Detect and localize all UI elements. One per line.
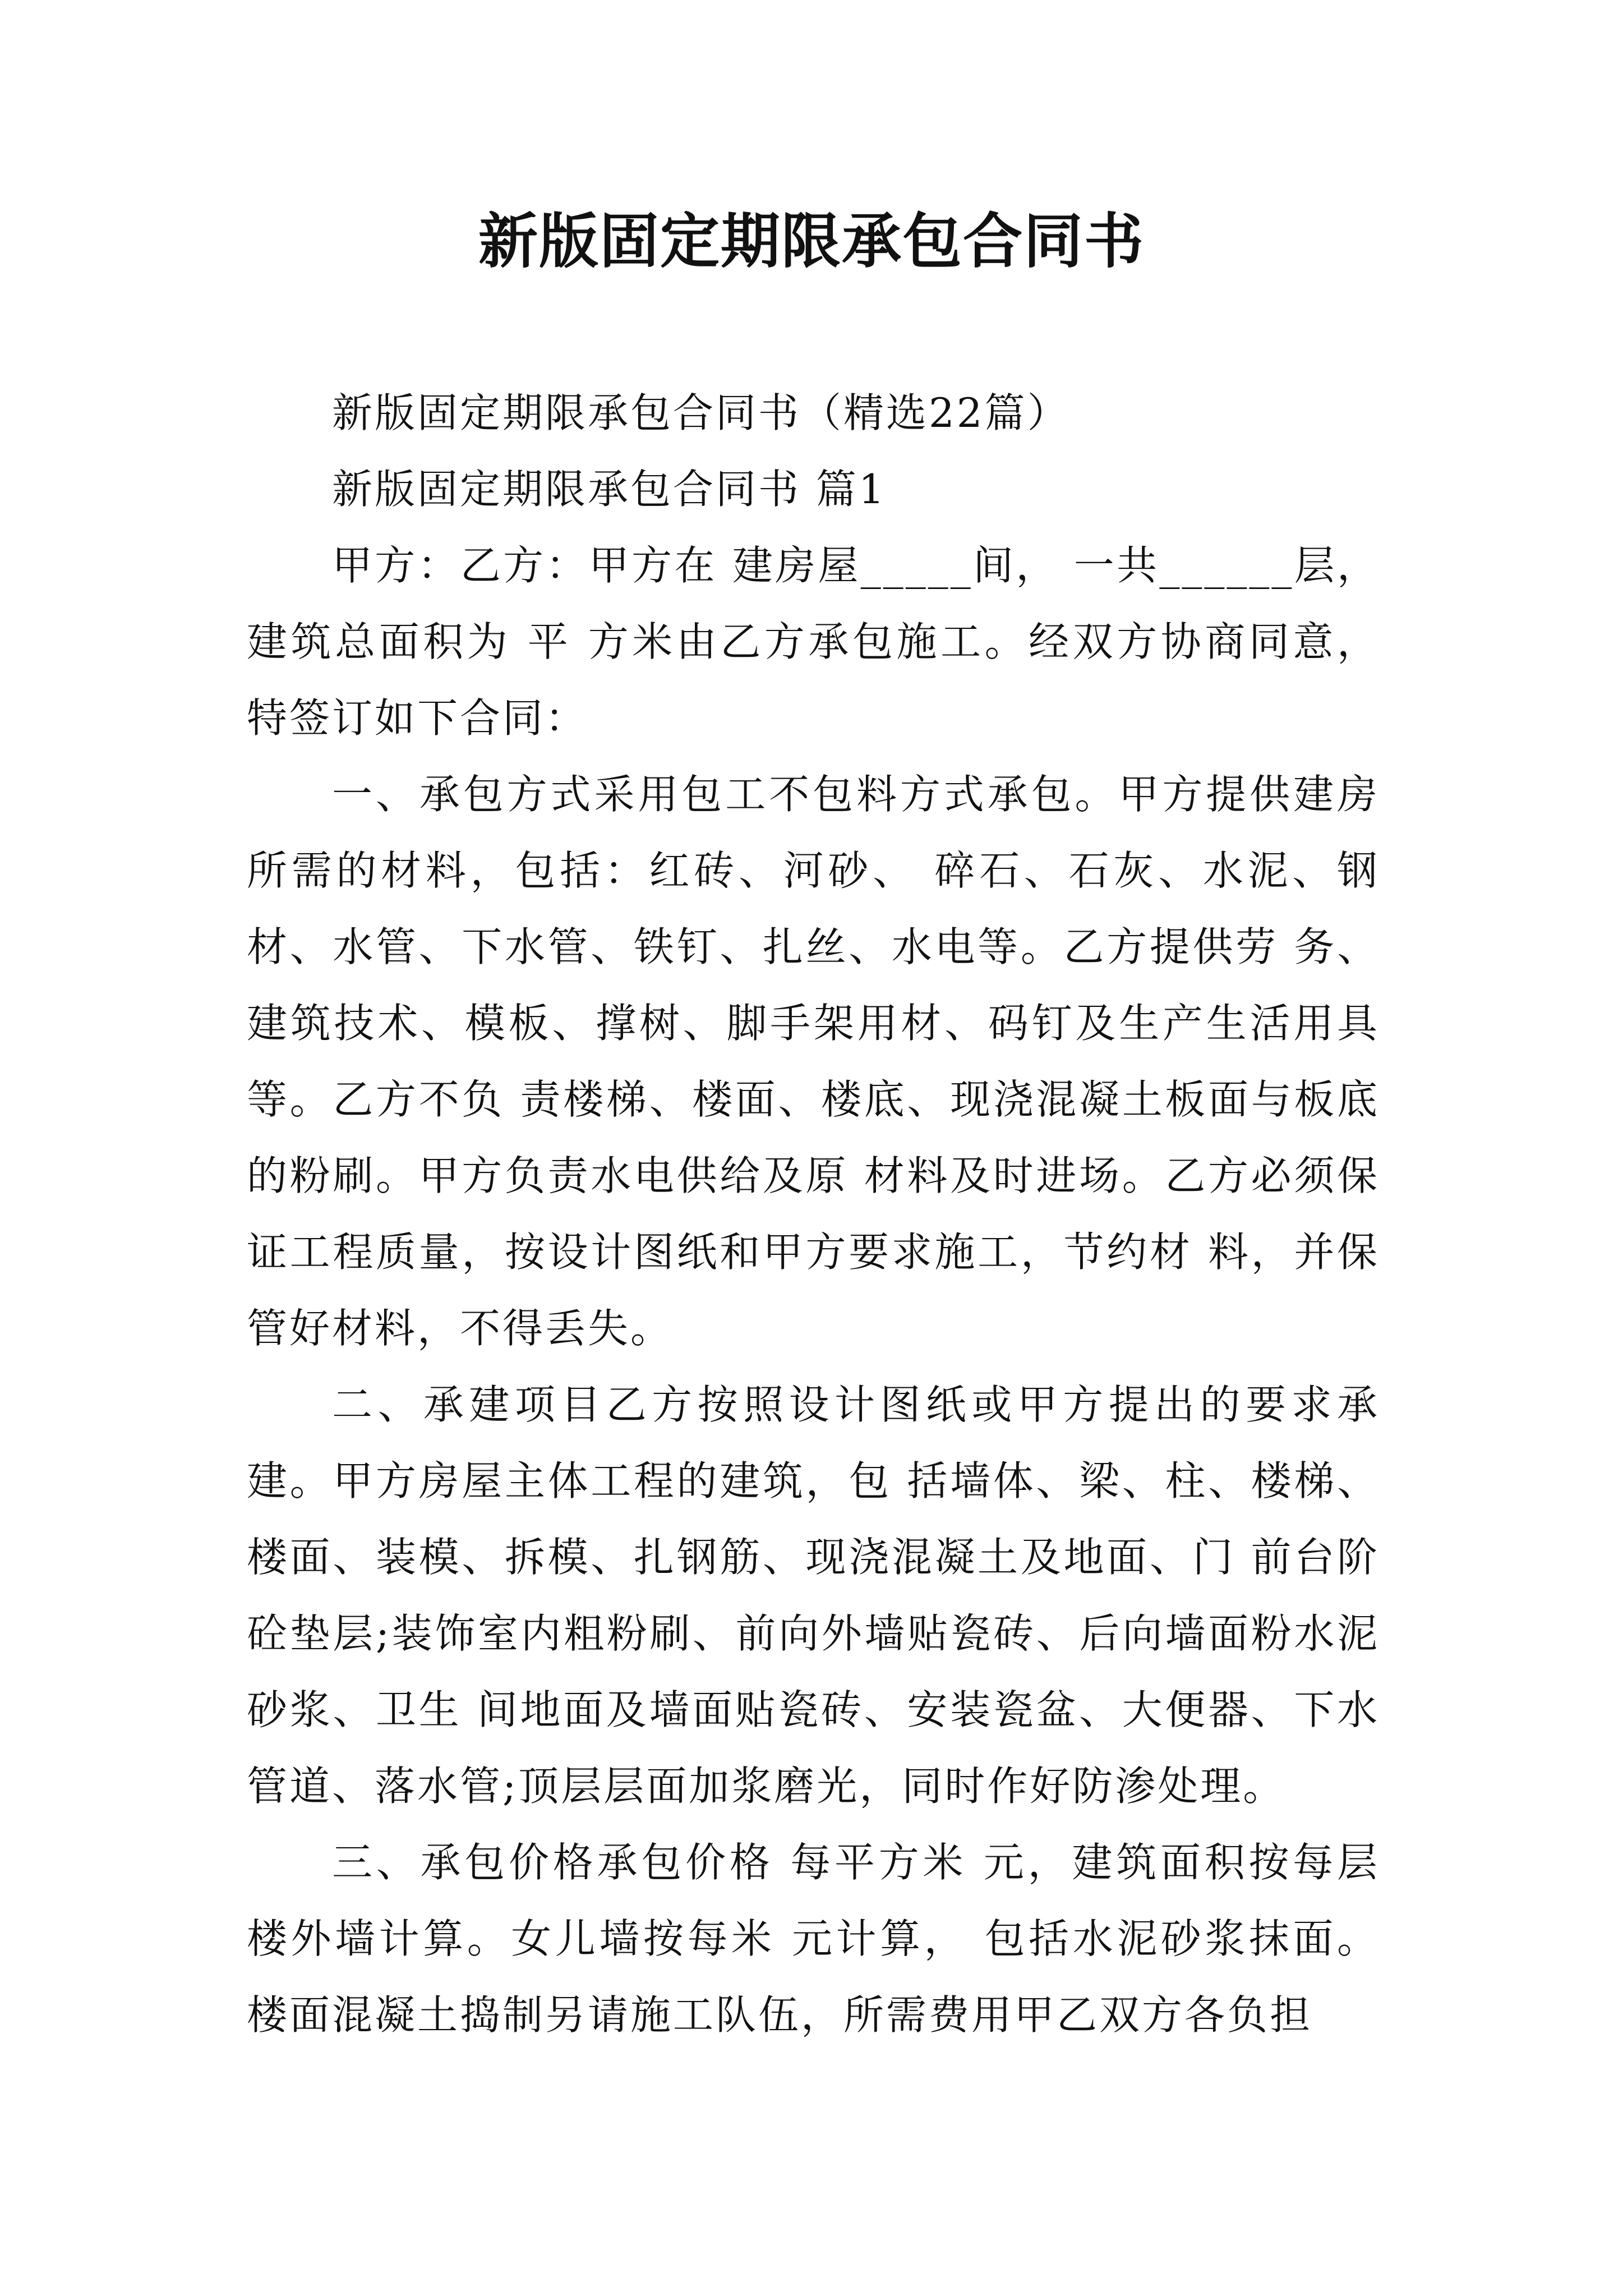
paragraph-parties: 甲方：乙方：甲方在 建房屋_____间， 一共______层，建筑总面积为 平 方米由乙方承包施工。经双方协商同意，特签订如下合同：: [247, 542, 1380, 742]
paragraph-subtitle: 新版固定期限承包合同书（精选22篇）: [332, 389, 1070, 436]
document-body: [247, 375, 1380, 2053]
paragraph-section-heading: 新版固定期限承包合同书 篇1: [332, 466, 887, 513]
document-title: 新版固定期限承包合同书: [478, 206, 1145, 276]
paragraph-clause-1: 一、承包方式采用包工不包料方式承包。甲方提供建房所需的材料，包括：红砖、河砂、 碎石、石灰、水泥、钢材、水管、下水管、铁钉、扎丝、水电等。乙方提供劳 务、建筑技术、模板、撑树、脚手架用材、码钉及生产生活用具等。乙方不负 责楼梯、楼面、楼底、现浇混凝土板面与板底的粉刷。甲方负责水电供给及原 材料及时进场。乙方必须保证工程质量，按设计图纸和甲方要求施工，节约材 料，并保管好材料，不得丢失。: [247, 771, 1380, 1352]
paragraph-clause-2: 二、承建项目乙方按照设计图纸或甲方提出的要求承建。甲方房屋主体工程的建筑，包 括墙体、梁、柱、楼梯、楼面、装模、拆模、扎钢筋、现浇混凝土及地面、门 前台阶砼垫层;装饰室内粗粉刷、前向外墙贴瓷砖、后向墙面粉水泥砂浆、卫生 间地面及墙面贴瓷砖、安装瓷盆、大便器、下水管道、落水管;顶层层面加浆磨光，同时作好防渗处理。: [247, 1381, 1380, 1810]
paragraph-clause-3: 三、承包价格承包价格 每平方米 元，建筑面积按每层楼外墙计算。女儿墙按每米 元计算， 包括水泥砂浆抹面。楼面混凝土捣制另请施工队伍，所需费用甲乙双方各负担: [247, 1839, 1380, 2039]
